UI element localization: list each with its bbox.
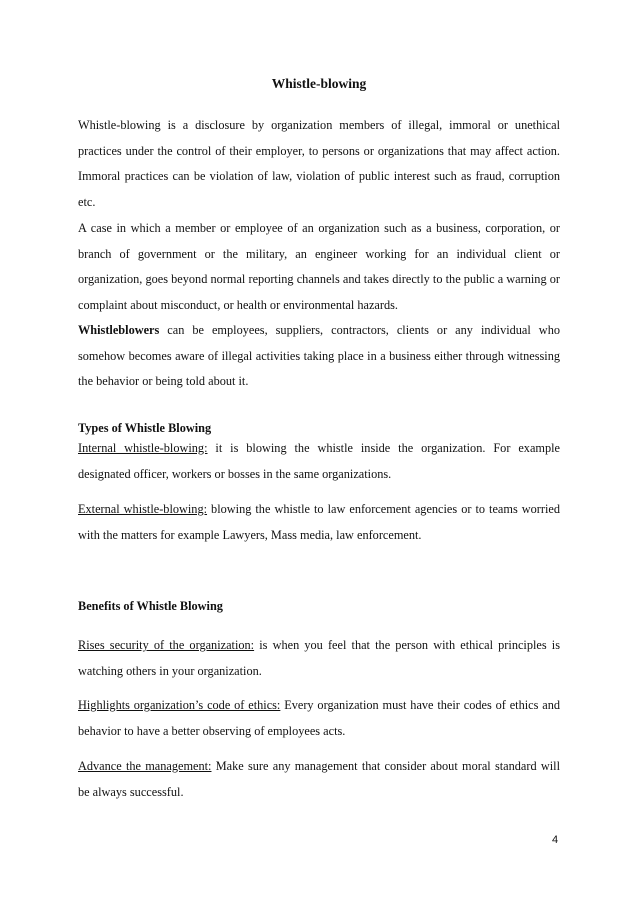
security-term: Rises security of the organization: [78,638,255,652]
whistleblowers-paragraph [78,318,560,395]
security-paragraph [78,633,560,684]
case-text: A case in which a member or employee of an organization such as a business, corporation, or branch of government or the military, an engineer working for an individual client or organization, goes beyond normal reporting channels and takes directly to the public a warning or complaint about misconduct, or health or environmental hazards. [78,221,560,312]
whistleblowers-text: can be employees, suppliers, contractors, clients or any individual who somehow becomes aware of illegal activities taking place in a business either through witnessing the behavior or being told about it. [78,323,560,388]
external-paragraph [78,497,560,548]
internal-term: Internal whistle-blowing: [78,441,208,455]
definition-text: Whistle-blowing is a disclosure by organization members of illegal, immoral or unethical practices under the control of their employer, to persons or organizations that may affect action. Immoral practices can be violation of law, violation of public interest such as fraud, corruption etc. [78,118,560,209]
management-paragraph [78,754,560,805]
case-paragraph [78,216,560,318]
ethics-term: Highlights organization’s code of ethics: [78,698,281,712]
definition-paragraph [78,113,560,215]
page-number: 4 [552,834,559,846]
ethics-text: Every organization must have their codes of ethics and behavior to have a better observing of employees acts. [78,698,561,738]
external-term: External whistle-blowing: [78,502,208,516]
internal-text: it is blowing the whistle inside the organization. For example designated officer, workers or bosses in the same organizations. [78,441,560,481]
ethics-paragraph [78,693,560,744]
internal-paragraph [78,436,560,487]
management-term: Advance the management: [78,759,212,773]
security-text: is when you feel that the person with ethical principles is watching others in your organization. [78,638,560,678]
whistleblowers-term: Whistleblowers [78,323,160,337]
external-text: blowing the whistle to law enforcement agencies or to teams worried with the matters for example Lawyers, Mass media, law enforcement. [78,502,561,542]
management-text: Make sure any management that consider about moral standard will be always successful. [78,759,560,799]
types-heading: Types of Whistle Blowing [78,421,212,435]
benefits-heading: Benefits of Whistle Blowing [78,599,223,613]
document-title: Whistle-blowing [271,76,367,91]
